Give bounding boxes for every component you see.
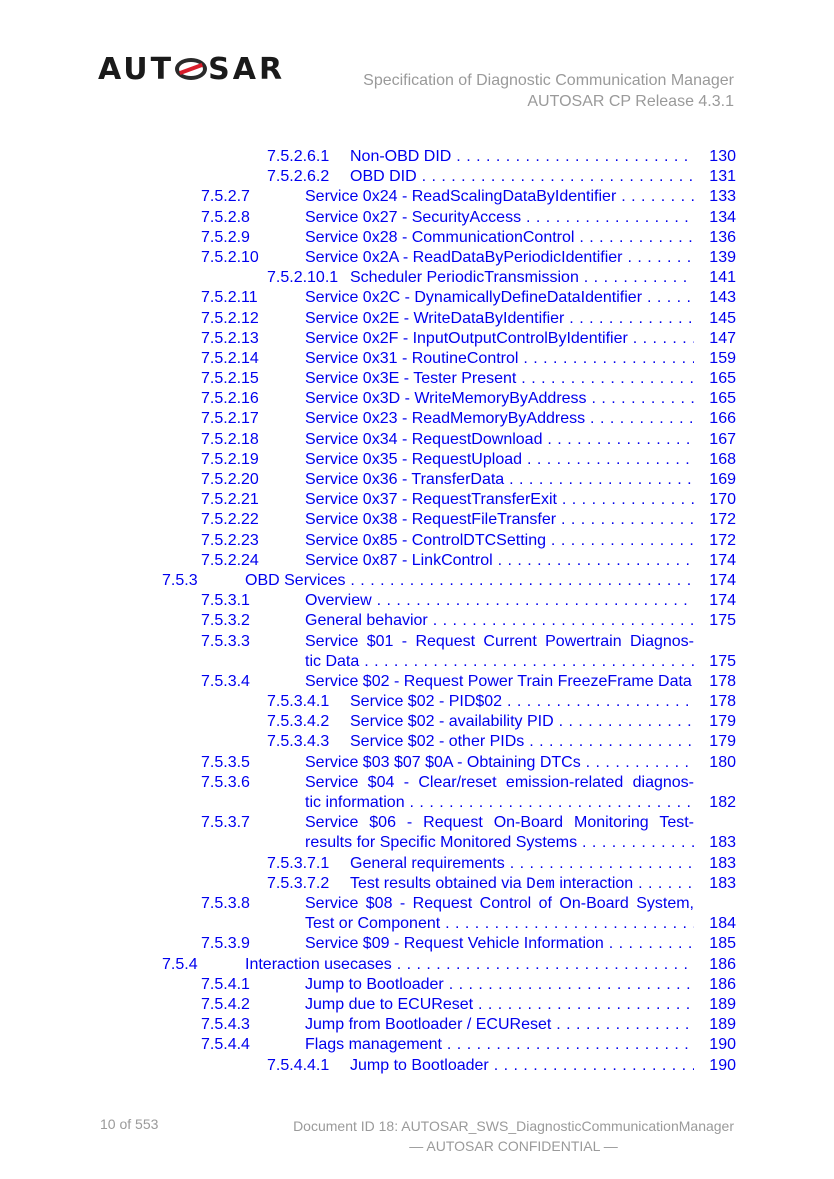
toc-entry-page: 139: [709, 248, 736, 266]
toc-entry-page: 174: [709, 592, 736, 610]
toc-entry-page: 179: [709, 713, 736, 731]
toc-entry-page: 143: [709, 289, 736, 307]
toc-entry-number: 7.5.2.16: [201, 390, 259, 408]
toc-entry-title: Service 0x36 - TransferData . . .: [305, 471, 694, 489]
toc-entry-title-text: interaction: [554, 874, 634, 892]
toc-entry[interactable]: [0, 330, 834, 350]
logo-o-icon: [175, 58, 207, 80]
toc-entry-page: 185: [709, 935, 736, 953]
toc-entry-page: 131: [709, 168, 736, 186]
toc-entry[interactable]: [0, 774, 834, 814]
confidential-label: — AUTOSAR CONFIDENTIAL —: [409, 1138, 618, 1154]
toc-entry-page: 172: [709, 511, 736, 529]
toc-entry[interactable]: [0, 390, 834, 410]
toc-entry-title: Service $02 - other PIDs . . .: [350, 733, 694, 751]
toc-entry-page: 165: [709, 370, 736, 388]
toc-entry-title: Service 0x2E - WriteDataByIdentifier . . .: [305, 310, 694, 328]
toc-entry-title: Service 0x37 - RequestTransferExit . . .: [305, 491, 694, 509]
toc-entry-number: 7.5.2.17: [201, 410, 259, 428]
toc-entry-page: 184: [709, 915, 736, 933]
toc-entry-number: 7.5.2.6.2: [267, 168, 330, 186]
toc-entry-number: 7.5.3.8: [201, 894, 250, 912]
toc-entry[interactable]: [0, 713, 834, 733]
toc-entry-page: 180: [709, 753, 736, 771]
toc-entry-title: Service 0x24 - ReadScalingDataByIdentifier . . .: [305, 188, 694, 206]
toc-entry[interactable]: [0, 310, 834, 330]
page-header: [363, 70, 734, 112]
toc-entry-page: 190: [709, 1036, 736, 1054]
toc-entry[interactable]: [0, 673, 834, 693]
toc-entry[interactable]: [0, 410, 834, 430]
toc-entry-title: Non-OBD DID . . .: [350, 148, 694, 166]
toc-entry-title: results for Specific Monitored Systems . . .: [305, 834, 694, 852]
toc-entry[interactable]: [0, 693, 834, 713]
toc-entry-number: 7.5.2.13: [201, 329, 259, 347]
toc-entry-page: 159: [709, 349, 736, 367]
toc-entry-page: 182: [709, 794, 736, 812]
toc-entry-number: 7.5.2.22: [201, 511, 259, 529]
toc-entry-title: Scheduler PeriodicTransmission . . .: [350, 269, 694, 287]
toc-entry-page: 133: [709, 188, 736, 206]
toc-entry[interactable]: [0, 370, 834, 390]
toc-entry[interactable]: [0, 350, 834, 370]
toc-entry[interactable]: [0, 976, 834, 996]
toc-entry-number: 7.5.3.4: [201, 672, 250, 690]
toc-entry-number: 7.5.4.2: [201, 995, 250, 1013]
toc-entry-number: 7.5.3.2: [201, 612, 250, 630]
toc-entry-number: 7.5.3.7: [201, 814, 250, 832]
toc-entry-title: Jump from Bootloader / ECUReset . . .: [305, 1016, 694, 1034]
toc-entry-title: General requirements . . .: [350, 855, 694, 873]
toc-entry-page: 136: [709, 228, 736, 246]
toc-entry-title: Flags management . . .: [305, 1036, 694, 1054]
toc-entry[interactable]: [0, 168, 834, 188]
toc-entry-title: Service 0x87 - LinkControl . . .: [305, 552, 694, 570]
toc-entry-page: 175: [709, 612, 736, 630]
toc-entry[interactable]: [0, 552, 834, 572]
toc-entry-title-text: Test results obtained via: [350, 874, 527, 892]
document-id: Document ID 18: AUTOSAR_SWS_DiagnosticCommunicationManager: [293, 1118, 734, 1134]
toc-entry-title: General behavior . . .: [305, 612, 694, 630]
toc-entry-title: OBD Services . . .: [245, 572, 694, 590]
toc-entry[interactable]: [0, 855, 834, 875]
toc-entry-title: OBD DID . . .: [350, 168, 694, 186]
toc-entry[interactable]: [0, 956, 834, 976]
toc-entry-number: 7.5.3.4.3: [267, 733, 330, 751]
toc-entry-number: 7.5.2.9: [201, 228, 250, 246]
toc-entry-page: 179: [709, 733, 736, 751]
toc-entry[interactable]: [0, 289, 834, 309]
toc-entry[interactable]: [0, 209, 834, 229]
toc-entry[interactable]: [0, 188, 834, 208]
toc-entry-number: 7.5.3: [162, 571, 198, 589]
toc-entry-page: 130: [709, 148, 736, 165]
toc-entry-number: 7.5.2.18: [201, 430, 259, 448]
toc-entry-title-line1: Service $06 - Request On-Board Monitoring Test-: [305, 814, 694, 832]
toc-entry-title: Service 0x85 - ControlDTCSetting . . .: [305, 532, 694, 550]
toc-entry[interactable]: [0, 451, 834, 471]
toc-entry[interactable]: [0, 1057, 834, 1077]
autosar-logo: AUT SAR: [98, 52, 286, 87]
toc-entry[interactable]: [0, 229, 834, 249]
toc-entry[interactable]: [0, 633, 834, 673]
toc-entry-title: Service $02 - availability PID . . .: [350, 713, 694, 731]
toc-entry-title: [350, 875, 694, 893]
toc-entry-number: 7.5.2.10.1: [267, 269, 339, 287]
toc-entry-page: 169: [709, 471, 736, 488]
toc-entry-number: 7.5.3.5: [201, 753, 250, 771]
toc-entry-number: 7.5.2.19: [201, 450, 259, 468]
toc-entry-title: Service 0x34 - RequestDownload . . .: [305, 431, 694, 449]
toc-entry-title: Service 0x2F - InputOutputControlByIdentifier . . .: [305, 330, 694, 348]
toc-entry-number: 7.5.4: [162, 955, 198, 973]
toc-entry-page: 178: [709, 693, 736, 711]
toc-entry-number: 7.5.2.12: [201, 309, 259, 327]
toc-entry-page: 174: [709, 571, 736, 589]
toc-entry-page: 186: [709, 975, 736, 993]
toc-entry-title: Service 0x35 - RequestUpload . . .: [305, 451, 694, 469]
toc-entry-number: 7.5.2.23: [201, 531, 259, 549]
toc-entry-number: 7.5.4.3: [201, 1016, 250, 1034]
toc-entry[interactable]: [0, 754, 834, 774]
toc-entry-page: 183: [709, 834, 736, 852]
toc-entry-number: 7.5.2.21: [201, 491, 259, 509]
toc-entry[interactable]: [0, 875, 834, 895]
toc-entry[interactable]: [0, 895, 834, 935]
toc-entry-number: 7.5.3.4.2: [267, 713, 330, 731]
toc-entry-page: 178: [709, 672, 736, 690]
toc-entry-page: 189: [709, 1016, 736, 1034]
toc-entry-title: Service 0x2C - DynamicallyDefineDataIdentifier . . .: [305, 289, 694, 307]
toc-entry-number: 7.5.3.1: [201, 592, 250, 610]
toc-entry-number: 7.5.3.7.1: [267, 854, 330, 872]
toc-entry-title: Service $09 - Request Vehicle Information . . .: [305, 935, 694, 953]
toc-entry-number: 7.5.2.8: [201, 208, 250, 226]
toc-entry-number: 7.5.2.6.1: [267, 148, 330, 165]
toc-entry-page: 174: [709, 551, 736, 569]
release-label: AUTOSAR CP Release 4.3.1: [527, 93, 734, 110]
toc-entry-number: 7.5.2.11: [201, 289, 258, 307]
page-number: 10 of 553: [100, 1116, 159, 1132]
toc-entry[interactable]: [0, 814, 834, 854]
toc-entry-page: 183: [709, 874, 736, 892]
toc-entry[interactable]: [0, 431, 834, 451]
toc-entry-title: tic Data . . .: [305, 653, 694, 671]
toc-entry-page: 168: [709, 450, 736, 468]
toc-entry-page: 183: [709, 854, 736, 872]
spec-title: Specification of Diagnostic Communication Manager: [363, 72, 734, 89]
toc-entry[interactable]: [0, 269, 834, 289]
toc-entry-page: 170: [709, 491, 736, 509]
toc-entry-number: 7.5.4.4.1: [267, 1056, 330, 1074]
toc-entry-number: 7.5.2.7: [201, 188, 250, 206]
toc-entry-title-line1: Service $04 - Clear/reset emission-related diagnos-: [305, 773, 694, 791]
toc-entry[interactable]: [0, 1016, 834, 1036]
toc-entry-title-line1: Service $08 - Request Control of On-Board System,: [305, 894, 694, 912]
toc-entry-number: 7.5.2.24: [201, 551, 259, 569]
toc-entry-title: Service 0x23 - ReadMemoryByAddress . . .: [305, 410, 694, 428]
toc-entry-number: 7.5.2.14: [201, 349, 259, 367]
toc-entry-number: 7.5.2.10: [201, 248, 259, 266]
toc-entry-page: 172: [709, 531, 736, 549]
toc-entry[interactable]: [0, 148, 834, 168]
toc-entry-page: 141: [709, 269, 736, 287]
toc-entry-title: Jump to Bootloader . . .: [350, 1057, 694, 1075]
toc-entry-number: 7.5.2.15: [201, 370, 259, 388]
toc-entry-title: Jump due to ECUReset . . .: [305, 996, 694, 1014]
toc-entry[interactable]: [0, 491, 834, 511]
toc-entry-number: 7.5.3.6: [201, 773, 250, 791]
toc-entry[interactable]: [0, 996, 834, 1016]
toc-entry-title-code: Dem: [526, 874, 555, 893]
toc-entry-page: 175: [709, 652, 736, 670]
document-footer: [293, 1116, 734, 1156]
toc-entry[interactable]: [0, 471, 834, 491]
toc-entry-page: 190: [709, 1056, 736, 1074]
toc-entry[interactable]: [0, 733, 834, 753]
toc-entry-title: Service 0x3D - WriteMemoryByAddress . . .: [305, 390, 694, 408]
toc-entry-title: Service $02 - Request Power Train FreezeFrame Data: [305, 672, 692, 690]
toc-entry[interactable]: [0, 935, 834, 955]
toc-entry-page: 145: [709, 309, 736, 327]
toc-entry[interactable]: [0, 572, 834, 592]
toc-entry-title: Service 0x31 - RoutineControl . . .: [305, 350, 694, 368]
toc-entry-title: Service 0x3E - Tester Present . . .: [305, 370, 694, 388]
toc-entry-title-line1: Service $01 - Request Current Powertrain Diagnos-: [305, 632, 694, 650]
toc-entry-title: Service 0x28 - CommunicationControl . . .: [305, 229, 694, 247]
toc-entry-title: Service 0x27 - SecurityAccess . . .: [305, 209, 694, 227]
toc-entry-page: 166: [709, 410, 736, 428]
toc-entry-title: Test or Component . . .: [305, 915, 694, 933]
toc-entry[interactable]: [0, 1036, 834, 1056]
toc-entry-number: 7.5.3.4.1: [267, 693, 330, 711]
toc-entry-page: 186: [709, 955, 736, 973]
toc-entry[interactable]: [0, 612, 834, 632]
toc-entry-page: 147: [709, 329, 736, 347]
toc-entry[interactable]: [0, 511, 834, 531]
toc-entry[interactable]: [0, 532, 834, 552]
toc-entry-title: Interaction usecases . . .: [245, 956, 694, 974]
toc-entry-title: Service $03 $07 $0A - Obtaining DTCs . . .: [305, 754, 694, 772]
toc-entry-page: 134: [709, 208, 736, 226]
toc-entry-title: Service $02 - PID$02 . . .: [350, 693, 694, 711]
toc-entry-number: 7.5.3.3: [201, 632, 250, 650]
toc-entry-page: 167: [709, 430, 736, 448]
toc-entry[interactable]: [0, 592, 834, 612]
table-of-contents: [0, 148, 834, 1077]
toc-entry-number: 7.5.2.20: [201, 471, 259, 488]
toc-entry-title: Service 0x2A - ReadDataByPeriodicIdentifier . . .: [305, 249, 694, 267]
toc-entry-title: Overview . . .: [305, 592, 694, 610]
toc-entry-number: 7.5.3.7.2: [267, 874, 330, 892]
toc-entry-number: 7.5.4.1: [201, 975, 250, 993]
toc-entry-title: tic information . . .: [305, 794, 694, 812]
toc-entry-number: 7.5.4.4: [201, 1036, 250, 1054]
toc-entry-number: 7.5.3.9: [201, 935, 250, 953]
toc-entry-page: 165: [709, 390, 736, 408]
toc-entry-page: 189: [709, 995, 736, 1013]
toc-entry-title: Jump to Bootloader . . .: [305, 976, 694, 994]
toc-entry[interactable]: [0, 249, 834, 269]
toc-entry-title: Service 0x38 - RequestFileTransfer . . .: [305, 511, 694, 529]
